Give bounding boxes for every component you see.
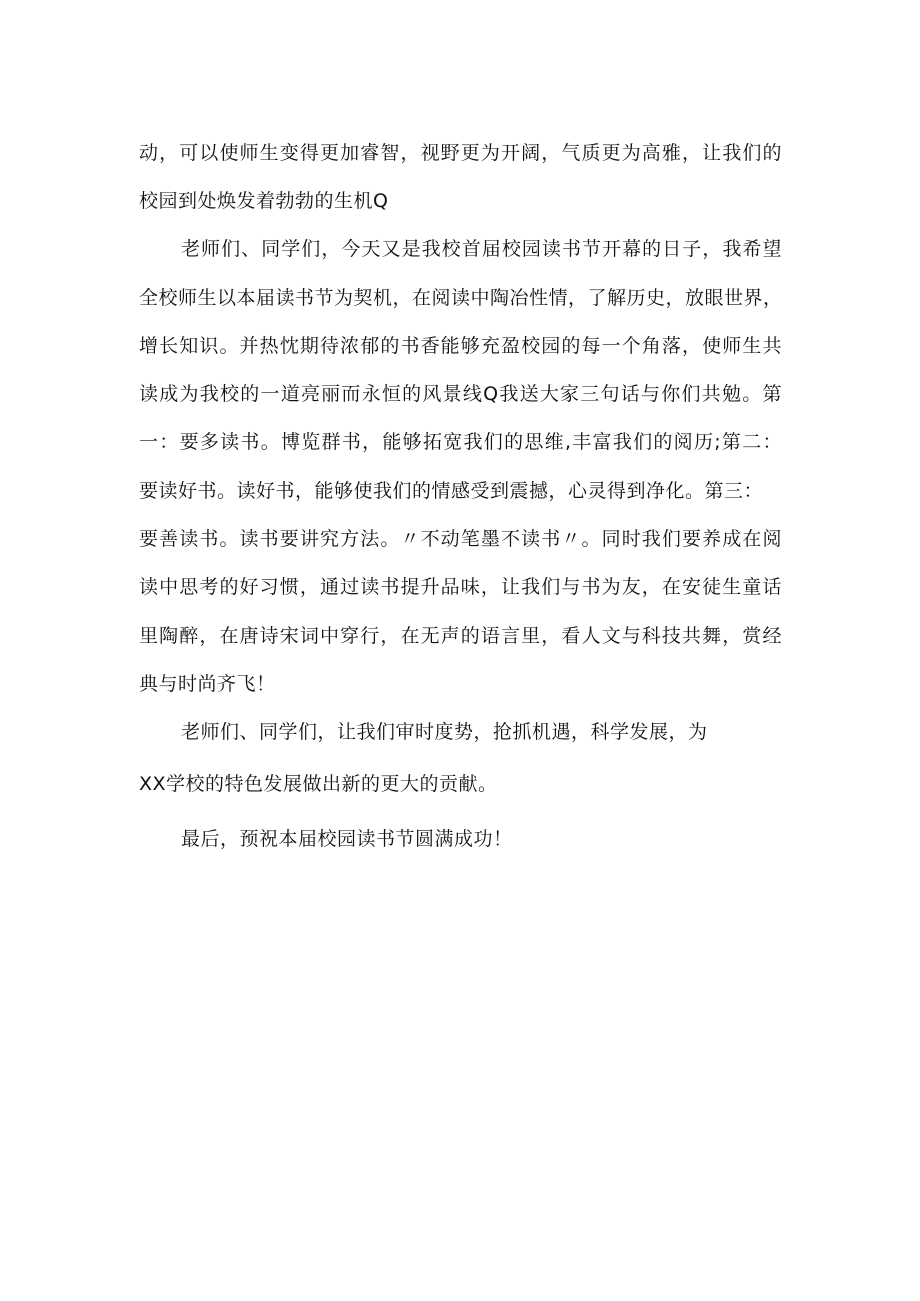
text-line-15: 最后，预祝本届校园读书节圆满成功！ <box>181 828 513 850</box>
text-line-13: 老师们、同学们，让我们审时度势，抢抓机遇，科学发展，为 <box>181 721 708 743</box>
text-line-14: XX学校的特色发展做出新的更大的贡献。 <box>139 773 498 795</box>
text-line-5: 增长知识。并热忱期待浓郁的书香能够充盈校园的每一个角落，使师生共 <box>139 335 782 357</box>
text-line-11: 里陶醉，在唐诗宋词中穿行，在无声的语言里，看人文与科技共舞，赏经 <box>139 625 782 647</box>
text-line-8: 要读好书。读好书，能够使我们的情感受到震撼，心灵得到净化。第三： <box>139 480 764 502</box>
text-line-10: 读中思考的好习惯，通过读书提升品味，让我们与书为友，在安徒生童话 <box>139 576 782 598</box>
text-line-4: 全校师生以本届读书节为契机，在阅读中陶冶性情，了解历史，放眼世界， <box>139 287 783 309</box>
text-line-7: 一：要多读书。博览群书，能够拓宽我们的思维,丰富我们的阅历;第二： <box>139 431 782 453</box>
text-line-1: 动，可以使师生变得更加睿智，视野更为开阔，气质更为高雅，让我们的 <box>139 142 782 164</box>
text-line-6: 读成为我校的一道亮丽而永恒的风景线Q我送大家三句话与你们共勉。第 <box>139 383 782 405</box>
text-line-9: 要善读书。读书要讲究方法。〃不动笔墨不读书〃。同时我们要养成在阅 <box>139 528 782 550</box>
text-line-2: 校园到处焕发着勃勃的生机Q <box>139 190 389 212</box>
text-line-3: 老师们、同学们，今天又是我校首届校园读书节开幕的日子，我希望 <box>181 238 782 260</box>
text-line-12: 典与时尚齐飞！ <box>139 673 276 695</box>
